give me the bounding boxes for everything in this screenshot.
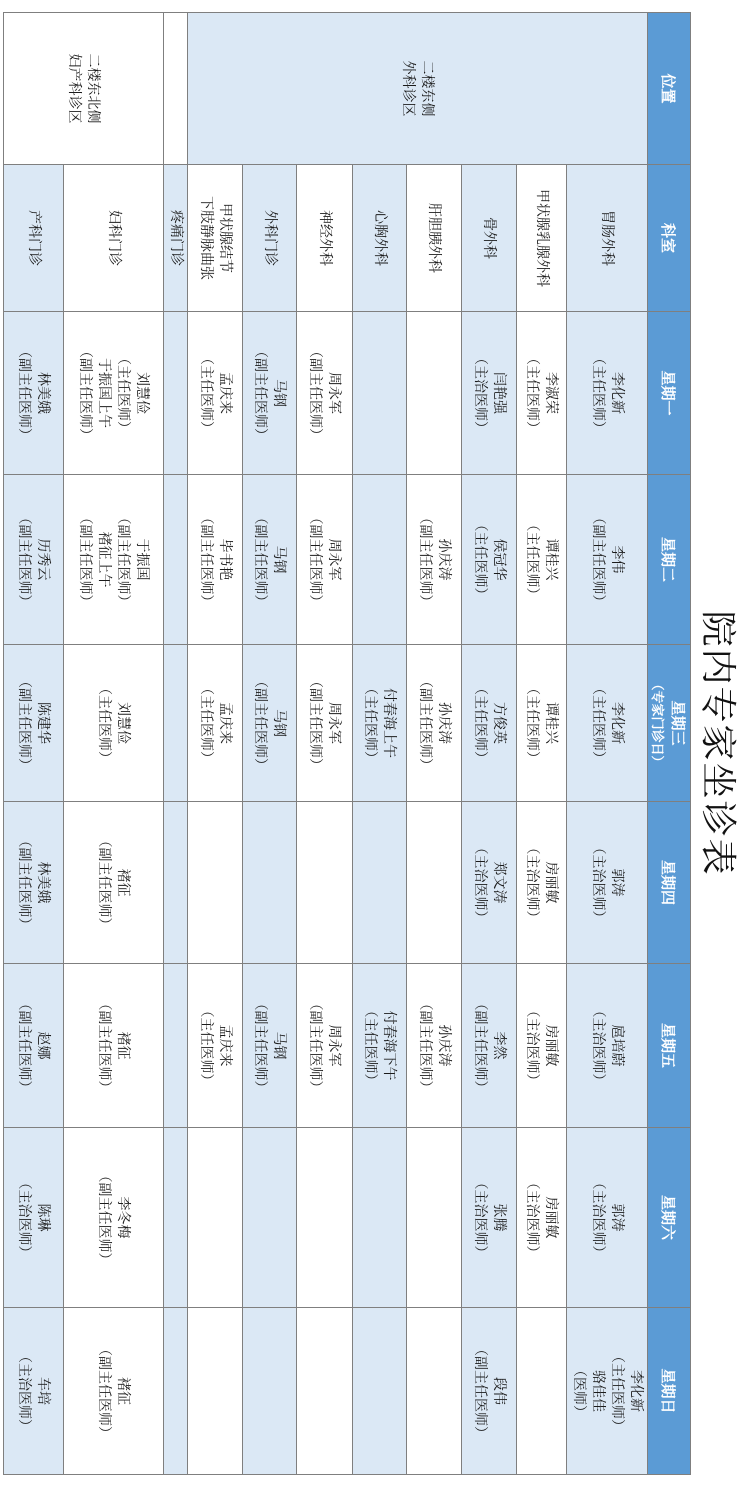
cell-fri xyxy=(164,964,188,1128)
header-wed-sub: （专家门诊日） xyxy=(649,677,664,769)
header-location: 位置 xyxy=(648,13,691,165)
cell-thu xyxy=(164,802,188,964)
cell-tue: 孙庆涛 （副主任医师） xyxy=(407,475,462,645)
cell-thu: 褚征 （副主任医师） xyxy=(64,802,164,964)
cell-sun xyxy=(243,1308,297,1475)
cell-dept: 神经外科 xyxy=(297,165,353,312)
header-mon: 星期一 xyxy=(648,312,691,475)
header-sun: 星期日 xyxy=(648,1308,691,1475)
cell-thu xyxy=(188,802,243,964)
header-fri: 星期五 xyxy=(648,964,691,1128)
cell-sat xyxy=(188,1128,243,1308)
cell-fri: 孟庆来 （主任医师） xyxy=(188,964,243,1128)
cell-fri: 付春海下午 （主任医师） xyxy=(353,964,407,1128)
table-row xyxy=(407,13,462,1475)
cell-thu: 林美娥 （副主任医师） xyxy=(4,802,64,964)
cell-dept: 肝胆胰外科 xyxy=(407,165,462,312)
cell-mon: 马钢 （副主任医师） xyxy=(243,312,297,475)
table-row xyxy=(462,13,517,1475)
cell-tue: 马钢 （副主任医师） xyxy=(243,475,297,645)
header-row xyxy=(648,13,691,1475)
header-thu: 星期四 xyxy=(648,802,691,964)
location-surgery: 二楼东侧 外科诊区 xyxy=(188,13,648,165)
cell-sun xyxy=(517,1308,567,1475)
location-gyn: 二楼东北侧 妇产科诊区 xyxy=(4,13,164,165)
cell-fri: 周永军 （副主任医师） xyxy=(297,964,353,1128)
cell-mon xyxy=(164,312,188,475)
cell-tue: 侯冠华 （主任医师） xyxy=(462,475,517,645)
cell-location-empty xyxy=(164,13,188,165)
cell-tue: 李伟 （副主任医师） xyxy=(567,475,648,645)
cell-sat: 陈琳 （主治医师） xyxy=(4,1128,64,1308)
header-wed xyxy=(648,645,691,802)
cell-dept: 甲状腺乳腺外科 xyxy=(517,165,567,312)
cell-wed: 方俊英 （主任医师） xyxy=(462,645,517,802)
cell-wed: 孟庆来 （主任医师） xyxy=(188,645,243,802)
cell-sun xyxy=(297,1308,353,1475)
table-row xyxy=(297,13,353,1475)
cell-dept: 心胸外科 xyxy=(353,165,407,312)
cell-sat xyxy=(297,1128,353,1308)
table-row xyxy=(188,13,243,1475)
table-row xyxy=(64,13,164,1475)
cell-mon: 刘慧俭 （主任医师） 于振国上午 （副主任医师） xyxy=(64,312,164,475)
cell-tue: 谭桂兴 （主任医师） xyxy=(517,475,567,645)
table-row xyxy=(4,13,64,1475)
cell-fri: 扈培蔚 （主治医师） xyxy=(567,964,648,1128)
cell-sun xyxy=(353,1308,407,1475)
cell-dept: 产科门诊 xyxy=(4,165,64,312)
header-wed-label: 星期三 xyxy=(669,700,687,746)
header-tue: 星期二 xyxy=(648,475,691,645)
cell-fri: 赵娜 （副主任医师） xyxy=(4,964,64,1128)
cell-wed: 周永军 （副主任医师） xyxy=(297,645,353,802)
table-row xyxy=(243,13,297,1475)
cell-sun: 李化新 （主任医师） 骆佳佳 （医师） xyxy=(567,1308,648,1475)
cell-thu xyxy=(353,802,407,964)
cell-sat: 李冬梅 （副主任医师） xyxy=(64,1128,164,1308)
cell-tue xyxy=(353,475,407,645)
cell-wed: 刘慧俭 （主任医师） xyxy=(64,645,164,802)
cell-fri: 马钢 （副主任医师） xyxy=(243,964,297,1128)
schedule-table xyxy=(3,12,691,1475)
cell-mon: 孟庆来 （主任医师） xyxy=(188,312,243,475)
cell-sun xyxy=(164,1308,188,1475)
cell-wed: 孙庆涛 （副主任医师） xyxy=(407,645,462,802)
cell-dept: 甲状腺结节 下肢静脉曲张 xyxy=(188,165,243,312)
cell-sun: 褚征 （副主任医师） xyxy=(64,1308,164,1475)
cell-wed: 付春海上午 （主任医师） xyxy=(353,645,407,802)
cell-thu: 房丽敏 （主治医师） xyxy=(517,802,567,964)
cell-mon: 李化新 （主任医师） xyxy=(567,312,648,475)
cell-dept: 骨外科 xyxy=(462,165,517,312)
cell-tue xyxy=(164,475,188,645)
cell-thu xyxy=(243,802,297,964)
cell-thu: 郑文涛 （主治医师） xyxy=(462,802,517,964)
cell-thu xyxy=(297,802,353,964)
table-row xyxy=(517,13,567,1475)
cell-sat xyxy=(407,1128,462,1308)
cell-mon xyxy=(407,312,462,475)
cell-mon: 李淑荣 （主任医师） xyxy=(517,312,567,475)
cell-tue: 毕书艳 （副主任医师） xyxy=(188,475,243,645)
cell-sun xyxy=(188,1308,243,1475)
cell-wed: 谭桂兴 （主任医师） xyxy=(517,645,567,802)
cell-mon: 林美娥 （副主任医师） xyxy=(4,312,64,475)
cell-dept: 外科门诊 xyxy=(243,165,297,312)
cell-sat: 张腾 （主治医师） xyxy=(462,1128,517,1308)
cell-sat xyxy=(164,1128,188,1308)
cell-tue: 周永军 （副主任医师） xyxy=(297,475,353,645)
cell-dept: 妇科门诊 xyxy=(64,165,164,312)
cell-dept: 疼痛门诊 xyxy=(164,165,188,312)
cell-tue: 历秀云 （副主任医师） xyxy=(4,475,64,645)
cell-sun: 车培 （主治医师） xyxy=(4,1308,64,1475)
cell-wed: 李化新 （主任医师） xyxy=(567,645,648,802)
cell-thu xyxy=(407,802,462,964)
cell-thu: 郭涛 （主治医师） xyxy=(567,802,648,964)
table-row xyxy=(164,13,188,1475)
table-row xyxy=(567,13,648,1475)
cell-sat xyxy=(243,1128,297,1308)
cell-dept: 胃肠外科 xyxy=(567,165,648,312)
cell-mon xyxy=(353,312,407,475)
cell-sat: 房丽敏 （主治医师） xyxy=(517,1128,567,1308)
cell-mon: 周永军 （副主任医师） xyxy=(297,312,353,475)
cell-sun xyxy=(407,1308,462,1475)
cell-sat xyxy=(353,1128,407,1308)
table-row xyxy=(353,13,407,1475)
cell-sat: 郭涛 （主治医师） xyxy=(567,1128,648,1308)
cell-wed xyxy=(164,645,188,802)
header-department: 科室 xyxy=(648,165,691,312)
page-title: 院内专家坐诊表 xyxy=(697,610,738,877)
cell-mon: 闫艳强 （主治医师） xyxy=(462,312,517,475)
cell-sun: 段伟 （副主任医师） xyxy=(462,1308,517,1475)
cell-fri: 李然 （副主任医师） xyxy=(462,964,517,1128)
cell-fri: 孙庆涛 （副主任医师） xyxy=(407,964,462,1128)
cell-tue: 于振国 （副主任医师） 褚征上午 （副主任医师） xyxy=(64,475,164,645)
cell-wed: 陈建华 （副主任医师） xyxy=(4,645,64,802)
cell-wed: 马钢 （副主任医师） xyxy=(243,645,297,802)
header-sat: 星期六 xyxy=(648,1128,691,1308)
cell-fri: 褚征 （副主任医师） xyxy=(64,964,164,1128)
cell-fri: 房丽敏 （主治医师） xyxy=(517,964,567,1128)
